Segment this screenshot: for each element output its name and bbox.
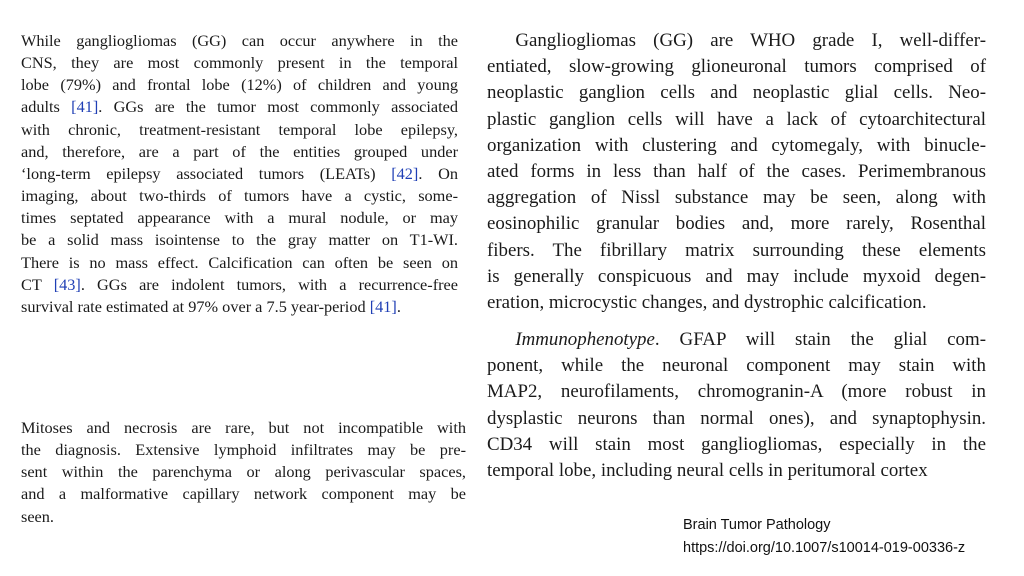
text-segment: with chronic, treatment-resistant temporal lobe epilepsy,: [21, 119, 458, 139]
text-segment: dysplastic neurons than normal ones), and synaptophysin.: [487, 407, 986, 429]
text-line: [487, 353, 986, 379]
text-line: [21, 207, 458, 229]
text-line: [21, 274, 458, 296]
text-segment: ‘long-term epilepsy associated tumors (LEATs): [21, 163, 392, 183]
text-segment: eration, microcystic changes, and dystrophic calcification.: [487, 292, 927, 314]
text-line: [487, 185, 986, 211]
text-line: [21, 30, 458, 52]
text-segment: is generally conspicuous and may include myxoid degen-: [487, 265, 986, 287]
left-paragraph-2: [21, 417, 466, 528]
text-segment: Gangliogliomas (GG) are WHO grade I, well-differ-: [487, 30, 986, 51]
text-segment: entiated, slow-growing glioneuronal tumors comprised of: [487, 56, 986, 78]
text-segment: seen.: [21, 506, 54, 526]
text-line: [21, 163, 458, 185]
text-line: [487, 159, 986, 185]
text-line: [21, 461, 466, 483]
text-segment: [487, 329, 515, 350]
text-segment: times septated appearance with a mural nodule, or may: [21, 208, 458, 228]
citation-link[interactable]: [41]: [369, 296, 397, 316]
text-line: [21, 185, 458, 207]
text-line: [487, 379, 986, 405]
text-line: [487, 406, 986, 432]
citation-link[interactable]: [42]: [391, 163, 419, 183]
source-caption: [683, 514, 965, 560]
text-segment: MAP2, neurofilaments, chromogranin-A (more robust in: [487, 381, 986, 403]
text-line: [21, 417, 466, 439]
text-segment: CT: [21, 274, 54, 294]
text-segment: CNS, they are most commonly present in the temporal: [21, 53, 458, 73]
text-line: [487, 432, 986, 458]
left-paragraph-1: [21, 30, 458, 318]
text-line: [21, 52, 458, 74]
doi-link[interactable]: https://doi.org/10.1007/s10014-019-00336-z: [683, 540, 966, 556]
text-segment: ponent, while the neuronal component may stain with: [487, 355, 986, 377]
text-segment: neoplastic ganglion cells and neoplastic glial cells. Neo-: [487, 82, 986, 104]
text-segment: survival rate estimated at 97% over a 7.5 year-period: [21, 296, 370, 316]
text-segment: . On: [418, 163, 458, 183]
text-segment: fibers. The fibrillary matrix surrounding these elements: [487, 239, 986, 261]
text-segment: eosinophilic granular bodies and, more rarely, Rosenthal: [487, 213, 986, 235]
text-line: [487, 327, 986, 353]
text-line: [487, 80, 986, 106]
text-line: [21, 119, 458, 141]
text-line: [21, 141, 458, 163]
text-segment: While gangliogliomas (GG) can occur anywhere in the: [21, 31, 458, 50]
text-line: [487, 107, 986, 133]
text-line: [21, 96, 458, 118]
text-segment: ated forms in less than half of the cases. Perimembranous: [487, 161, 986, 183]
text-segment: organization with clustering and cytomegaly, with binucle-: [487, 134, 986, 156]
text-segment: . GFAP will stain the glial com-: [654, 329, 986, 350]
text-line: [487, 290, 986, 316]
text-segment: Mitoses and necrosis are rare, but not incompatible with: [21, 418, 466, 437]
section-run-in-heading: Immunophenotype: [515, 329, 655, 350]
text-line: [487, 133, 986, 159]
text-segment: sent within the parenchyma or along perivascular spaces,: [21, 462, 466, 482]
text-segment: .: [396, 296, 401, 316]
text-segment: aggregation of Nissl substance may be seen, along with: [487, 187, 986, 209]
text-segment: be a solid mass isointense to the gray matter on T1-WI.: [21, 230, 458, 250]
text-segment: adults: [21, 97, 72, 117]
text-segment: and, therefore, are a part of the entities grouped under: [21, 141, 458, 161]
text-segment: . GGs are the tumor most commonly associated: [98, 97, 458, 117]
text-segment: . GGs are indolent tumors, with a recurrence-free: [80, 274, 458, 294]
text-line: [21, 74, 458, 96]
text-segment: There is no mass effect. Calcification can often be seen on: [21, 252, 458, 272]
text-line: [487, 28, 986, 54]
text-line: [21, 252, 458, 274]
text-segment: and a malformative capillary network component may be: [21, 484, 466, 504]
text-segment: CD34 will stain most gangliogliomas, especially in the: [487, 433, 986, 455]
text-line: [21, 506, 466, 528]
text-segment: the diagnosis. Extensive lymphoid infiltrates may be pre-: [21, 440, 466, 460]
text-line: [487, 54, 986, 80]
text-line: [21, 296, 458, 318]
text-segment: imaging, about two-thirds of tumors have a cystic, some-: [21, 186, 458, 206]
citation-link[interactable]: [43]: [53, 274, 81, 294]
text-line: [487, 264, 986, 290]
text-segment: lobe (79%) and frontal lobe (12%) of children and young: [21, 75, 458, 95]
text-line: [487, 238, 986, 264]
text-line: [21, 439, 466, 461]
text-segment: plastic ganglion cells will have a lack of cytoarchitectural: [487, 108, 986, 130]
right-paragraph-1: [487, 28, 986, 316]
citation-link[interactable]: [41]: [71, 97, 99, 117]
text-line: [487, 458, 986, 484]
text-line: [21, 229, 458, 251]
text-line: [21, 483, 466, 505]
text-segment: temporal lobe, including neural cells in peritumoral cortex: [487, 460, 928, 482]
journal-name: Brain Tumor Pathology: [683, 517, 831, 533]
right-paragraph-2: [487, 327, 986, 484]
text-line: [487, 211, 986, 237]
